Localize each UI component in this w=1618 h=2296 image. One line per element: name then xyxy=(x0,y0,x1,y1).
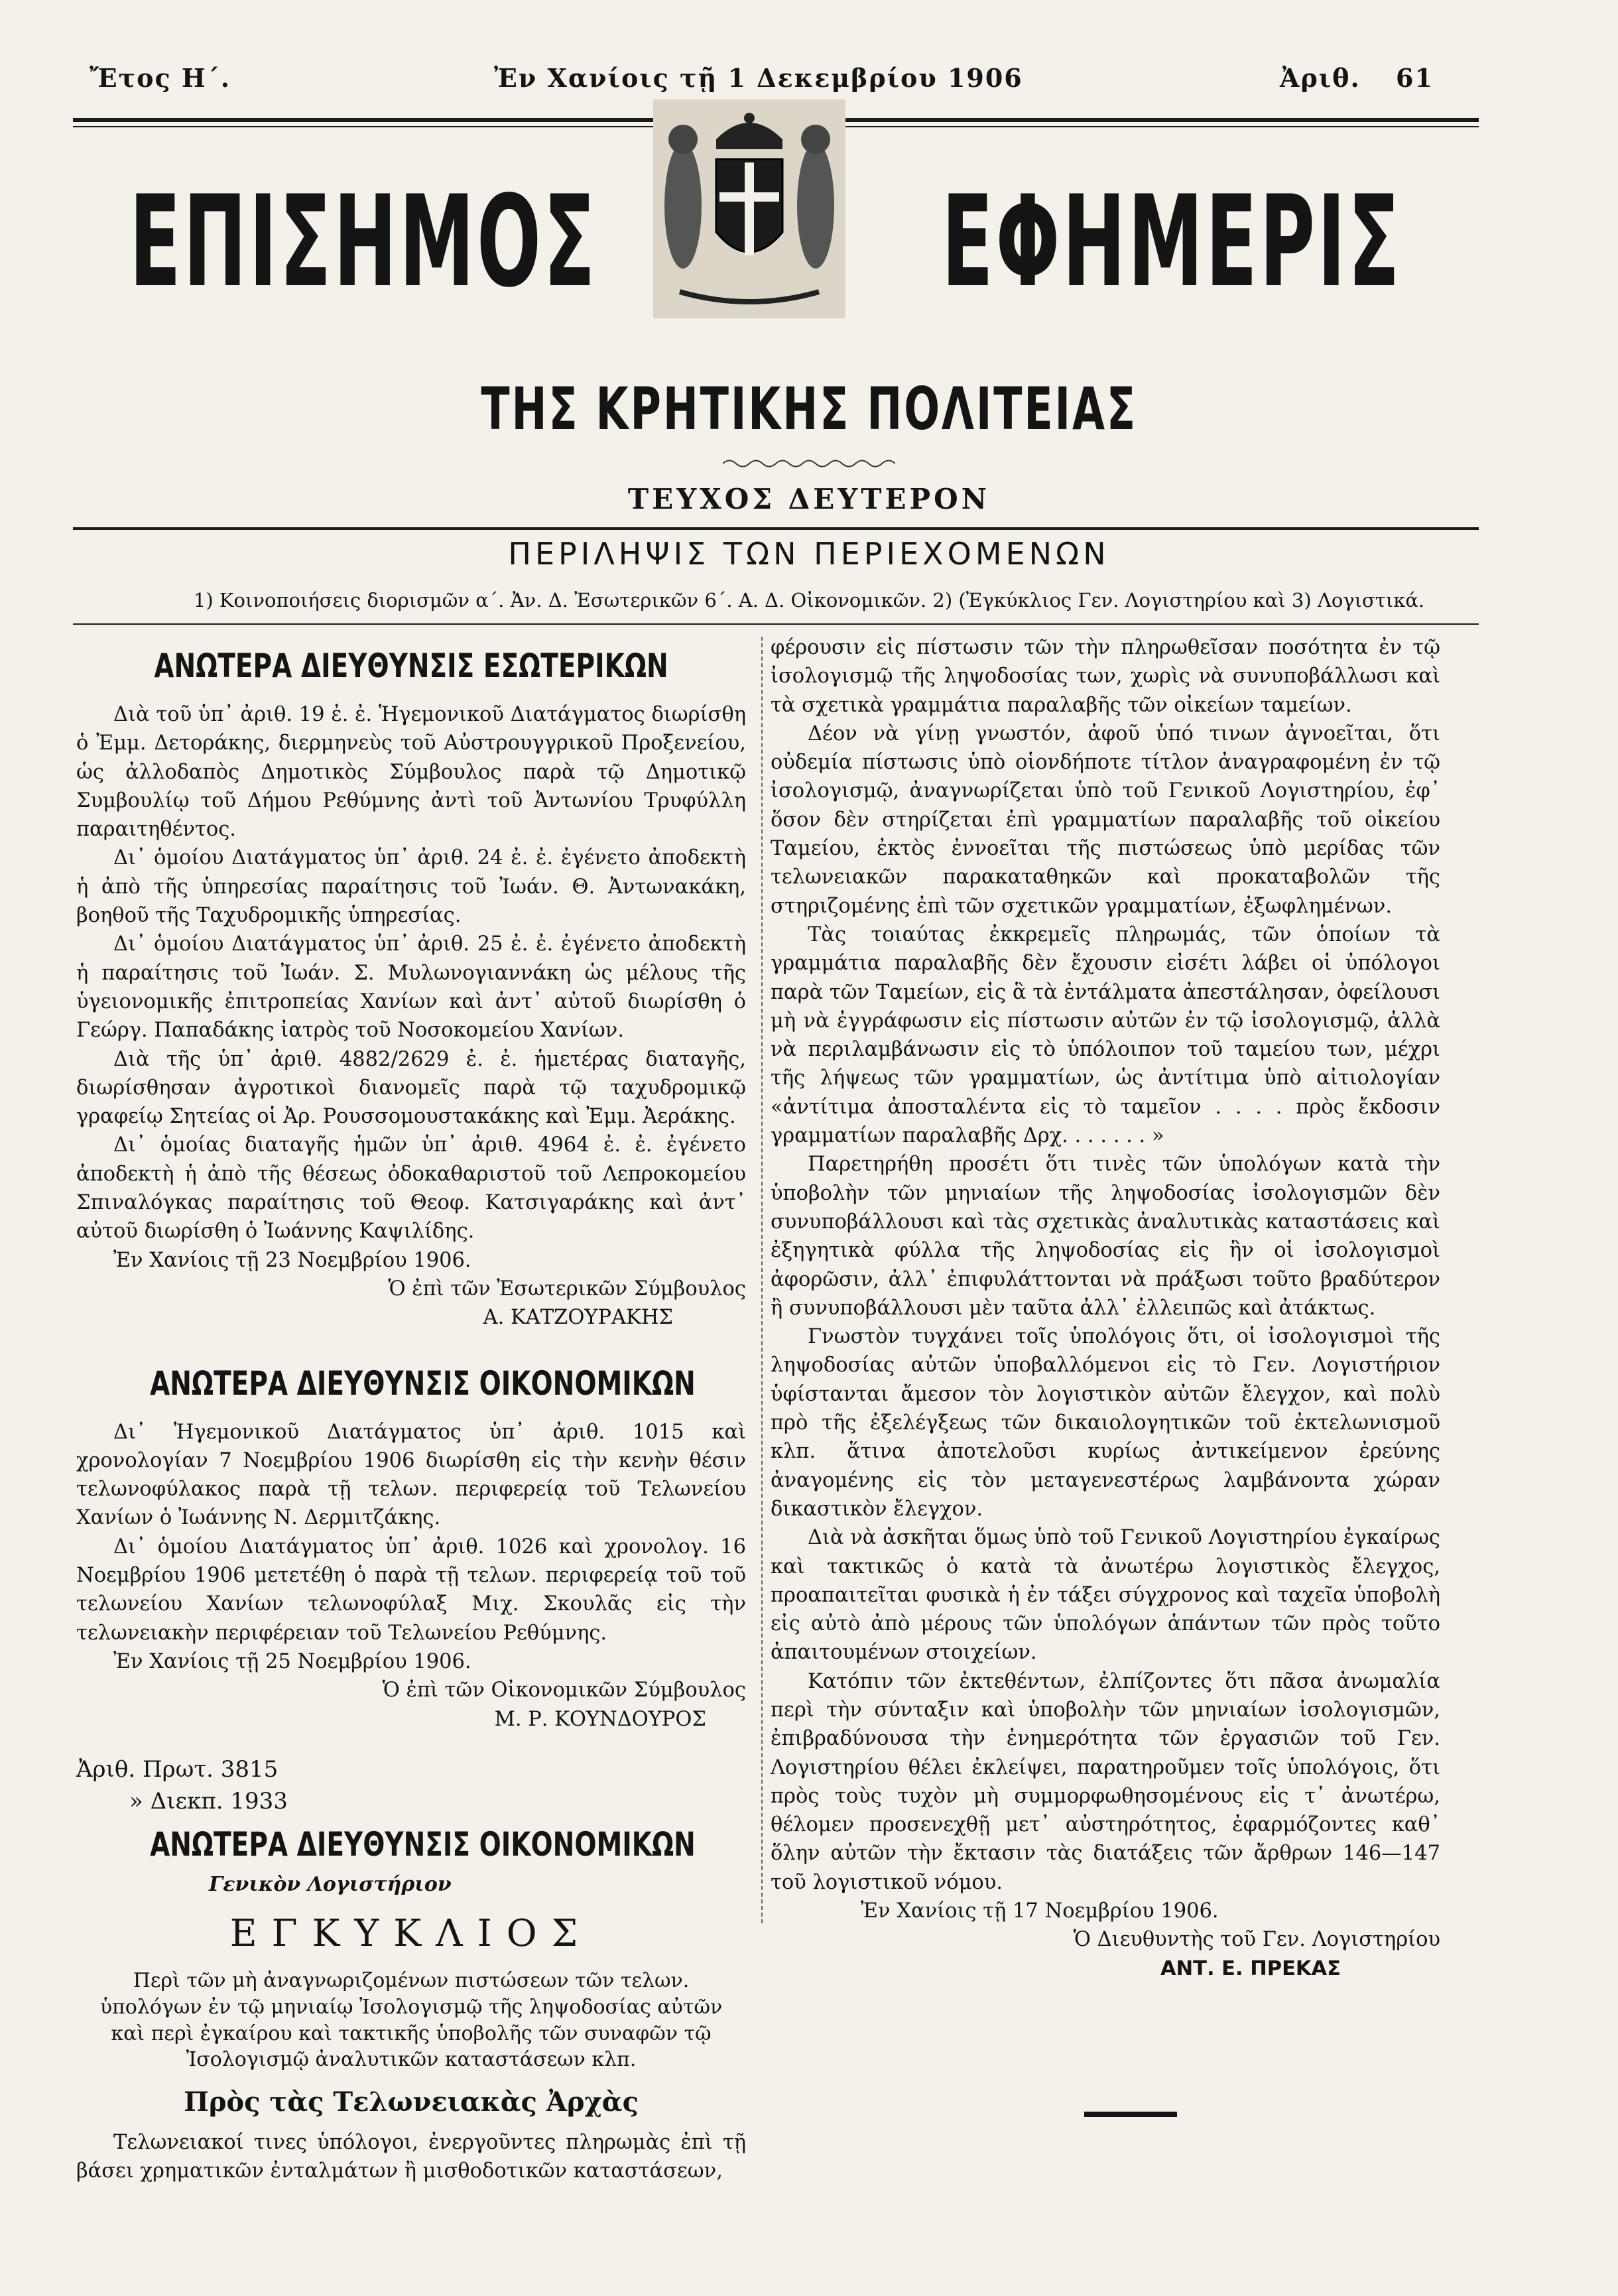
right-column xyxy=(771,633,1440,1983)
paragraph: Δι᾿ Ἡγεμονικοῦ Διατάγματος ὑπ᾿ ἀριθ. 1015 καὶ χρονολογίαν 7 Νοεμβρίου 1906 διωρίσθη εἰς τὴν κενὴν θέσιν τελωνοφύλακος παρὰ τῇ τελων. περιφερείᾳ τοῦ Τελωνείου Χανίων ὁ Ἰωάννης Ν. Δερμιτζάκης. xyxy=(76,1420,746,1530)
issue-number: 61 xyxy=(1396,63,1434,93)
paragraph: Δι᾿ ὁμοίας διαταγῆς ἡμῶν ὑπ᾿ ἀριθ. 4964 ἐ. ἐ. ἐγένετο ἀποδεκτὴ ἡ ἀπὸ τῆς θέσεως ὀδοκαθαριστοῦ τοῦ Λεπροκομείου Σπιναλόγκας παραίτησις τοῦ Θεοφ. Κατσιγαράκης καὶ ἀντ᾿ αὐτοῦ διωρίσθη ὁ Ἰωάννης Καψιλίδης. xyxy=(76,1133,746,1244)
place-date: Ἐν Χανίοις τῇ 25 Νοεμβρίου 1906. xyxy=(113,1649,471,1673)
masthead-right: ΕΦΗΜΕΡΙΣ xyxy=(942,168,1402,315)
subtitle-text: ΤΗΣ ΚΡΗΤΙΚΗΣ ΠΟΛΙΤΕΙΑΣ xyxy=(481,375,1137,443)
dispatch-number: » Διεκπ. 1933 xyxy=(129,1788,288,1815)
circular-subject: Περὶ τῶν μὴ ἀναγνωριζομένων πιστώσεων τῶν τελων. ὑπολόγων ἐν τῷ μηνιαίῳ Ἰσολογισμῷ τῆς ληψοδοσίας αὐτῶν καὶ περὶ ἐγκαίρου καὶ τακτικῆς ὑποβολῆς τῶν συναφῶν τῷ Ἰσολογισμῷ ἀναλυτικῶν καταστάσεων κλπ. xyxy=(99,1969,723,2072)
paragraph: Γνωστὸν τυγχάνει τοῖς ὑπολόγοις ὅτι, οἱ ἰσολογισμοὶ τῆς ληψοδοσίας αὐτῶν ὑποβαλλόμενοι εἰς τὸ Γεν. Λογιστήριον ὑφίστανται ἄμεσον τὸν λογιστικὸν αὐτῶν ἔλεγχον, καὶ πολὺ πρὸ τῆς ἐξελέγξεως τῶν δικαιολογητικῶν τοῦ ἐκτελωνισμοῦ κλπ. ἅτινα ἀποτελοῦσι κυρίως ἀντικείμενον ἐρεύνης ἀναγομένης εἰς τὸν μεταγενεστέρως λαμβάνοντα χώραν δικαστικὸν ἔλεγχον. xyxy=(771,1325,1440,1521)
paragraph: Διὰ νὰ ἀσκῆται ὅμως ὑπὸ τοῦ Γενικοῦ Λογιστηρίου ἐγκαίρως καὶ τακτικῶς ὁ κατὰ τὰ ἀνωτέρω λογιστικὸς ἔλεγχος, προαπαιτεῖται φυσικὰ ἡ ἐν τάξει σύγχρονος καὶ ταχεῖα ὑποβολὴ εἰς αὐτὸ ἀπὸ μέρους τῶν ὑπολόγων ἁπάντων τῶν πρὸς τοῦτο ἀπαιτουμένων στοιχείων. xyxy=(771,1526,1440,1665)
section-interior-title: ΑΝΩΤΕΡΑ ΔΙΕΥΘΥΝΣΙΣ ΕΣΩΤΕΡΙΚΩΝ xyxy=(154,647,668,685)
signature-name: ΑΝΤ. Ε. ΠΡΕΚΑΣ xyxy=(1160,1956,1341,1980)
ornament-wave xyxy=(723,458,895,470)
column-divider xyxy=(761,637,764,1923)
circular-title: ΕΓΚΥΚΛΙΟΣ xyxy=(229,1911,593,1955)
signature-name: Α. ΚΑΤΖΟΥΡΑΚΗΣ xyxy=(483,1306,673,1330)
contents-text: 1) Κοινοποιήσεις διορισμῶν α΄. Ἀν. Δ. Ἐσωτερικῶν 6΄. Α. Δ. Οἰκονομικῶν. 2) (Ἐγκύκλιος Γεν. Λογιστηρίου καὶ 3) Λογιστικά. xyxy=(193,589,1425,611)
end-rule xyxy=(1084,2112,1177,2117)
dateline: Ἐν Χανίοις τῇ 1 Δεκεμβρίου 1906 xyxy=(494,63,1023,93)
paragraph: Δέον νὰ γίνῃ γνωστόν, ἀφοῦ ὑπό τινων ἀγνοεῖται, ὅτι οὐδεμία πίστωσις ὑπὸ οἱονδήποτε τίτλον ἀναγραφομένη ἐν τῷ ἰσολογισμῷ, ἀναγνωρίζεται ὑπὸ τοῦ Γενικοῦ Λογιστηρίου, ἐφ᾿ ὅσον δὲν στηρίζεται ἐπὶ γραμματίων παραλαβῆς τοῦ οἰκείου Ταμείου, ἐκτὸς ἐννοεῖται τῆς πιστώσεως ὑπὸ μερίδας τῶν τελωνειακῶν παρακαταθηκῶν καὶ προκαταβολῶν τῆς στηριζομένης ἐπὶ τῶν σχετικῶν γραμματίων, ἐξωφλημένων. xyxy=(771,722,1440,918)
paragraph: φέρουσιν εἰς πίστωσιν τῶν τὴν πληρωθεῖσαν ποσότητα ἐν τῷ ἰσολογισμῷ τῆς ληψοδοσίας των, χωρὶς νὰ συνυποβάλλωσι καὶ τὰ σχετικὰ γραμμάτια παραλαβῆς τῶν οἰκείων ταμείων. xyxy=(771,636,1440,717)
contents-rule xyxy=(73,623,1479,625)
place-date: Ἐν Χανίοις τῇ 23 Νοεμβρίου 1906. xyxy=(113,1248,471,1272)
paragraph: Κατόπιν τῶν ἐκτεθέντων, ἐλπίζοντες ὅτι πᾶσα ἀνωμαλία περὶ τὴν σύνταξιν καὶ ὑποβολὴν τῶν μηνιαίων ἰσολογισμῶν, ἐπιβραδύνουσα τὴν ἐνημερότητα τῶν ἐργασιῶν τοῦ Γεν. Λογιστηρίου θέλει ἐκλείψει, παρατηροῦμεν τοῖς ὑπολόγοις, ὅτι πρὸς τοὺς τυχὸν μὴ συμμορφωθησομένους εἰς τ᾿ ἀνωτέρω, θέλομεν προσενεχθῇ μετ᾿ αὐστηρότητος, ἐφαρμόζοντες καθ᾿ ὅλην αὐτῶν τὴν ἔκτασιν τὰς διατάξεις τῶν ἄρθρων 146—147 τοῦ λογιστικοῦ νόμου. xyxy=(771,1669,1440,1894)
paragraph: Τὰς τοιαύτας ἐκκρεμεῖς πληρωμάς, τῶν ὁποίων τὰ γραμμάτια παραλαβῆς δὲν ἔχουσιν εἰσέτι λάβει οἱ ὑπόλογοι παρὰ τῶν Ταμείων, εἰς ἃ τὰ ἐντάλματα ἀπεστάλησαν, ὀφείλουσι μὴ νὰ ἐγγράφωσιν εἰς πίστωσιν αὐτῶν ἐν τῷ ἰσολογισμῷ, ἀλλὰ νὰ περιλαμβάνωσιν εἰς τὸ ὑπόλοιπον τοῦ ταμείου των, μέχρι τῆς λήψεως τῶν γραμματίων, ὡς ἀντίτιμα ὑπὸ αἰτιολογίαν «ἀντίτιμα ἀποσταλέντα εἰς τὸ ταμεῖον . . . . πρὸς ἔκδοσιν γραμματίων παραλαβῆς Δρχ. . . . . . . » xyxy=(771,923,1440,1148)
paragraph: Διὰ τῆς ὑπ᾿ ἀριθ. 4882/2629 ἐ. ἐ. ἡμετέρας διαταγῆς, διωρίσθησαν ἀγροτικοὶ διανομεῖς παρὰ τῷ ταχυδρομικῷ γραφείῳ Σητείας οἱ Ἀρ. Ρουσσομουστακάκης καὶ Ἐμμ. Ἀεράκης. xyxy=(76,1047,746,1129)
paragraph: Παρετηρήθη προσέτι ὅτι τινὲς τῶν ὑπολόγων κατὰ τὴν ὑποβολὴν τῶν μηνιαίων τῆς ληψοδοσίας ἰσολογισμῶν δὲν συνυποβάλλουσι καὶ τὰς σχετικὰς ἀναλυτικὰς καταστάσεις καὶ ἐξηγητικὰ φύλλα τῆς ληψοδοσίας εἰς ἣν οἱ ἰσολογισμοὶ ἀφορῶσιν, ἀλλ᾿ ἐπιφυλάττονται νὰ πράξωσι τοῦτο βραδύτερον ἢ συνυποβάλλουσι μὲν ταῦτα ἀλλ᾿ ἐλλειπῶς καὶ ἀτάκτως. xyxy=(771,1153,1440,1320)
signature-title: Ὁ ἐπὶ τῶν Οἰκονομικῶν Σύμβουλος xyxy=(382,1679,746,1702)
year-label: Ἔτος Η΄. xyxy=(90,63,231,93)
paragraph: Δι᾿ ὁμοίου Διατάγματος ὑπ᾿ ἀριθ. 1026 καὶ χρονολογ. 16 Νοεμβρίου 1906 μετετέθη ὁ παρὰ τῇ τελων. περιφερείᾳ τοῦ τοῦ τελωνείου Χανίων τελωνοφύλαξ Μιχ. Σκουλᾶς εἰς τὴν τελωνειακὴν περιφέρειαν τοῦ Τελωνείου Ρεθύμνης. xyxy=(76,1535,746,1645)
signature-title: Ὁ Διευθυντὴς τοῦ Γεν. Λογιστηρίου xyxy=(1073,1928,1440,1952)
paragraph: Τελωνειακοί τινες ὑπόλογοι, ἐνεργοῦντες πληρωμὰς ἐπὶ τῇ βάσει χρηματικῶν ἐνταλμάτων ἢ μισθοδοτικῶν καταστάσεων, xyxy=(76,2130,746,2183)
signature-name: Μ. Ρ. ΚΟΥΝΔΟΥΡΟΣ xyxy=(494,1707,706,1731)
paragraph: Δι᾿ ὁμοίου Διατάγματος ὑπ᾿ ἀριθ. 25 ἐ. ἐ. ἐγένετο ἀποδεκτὴ ἡ παραίτησις τοῦ Ἰωάν. Σ. Μυλωνογιαννάκη ὡς μέλους τῆς ὑγειονομικῆς ἐπιτροπείας Χανίων καὶ ἀντ᾿ αὐτοῦ διωρίσθη ὁ Γεώργ. Παπαδάκης ἰατρὸς τοῦ Νοσοκομείου Χανίων. xyxy=(76,932,746,1043)
coat-of-arms-icon xyxy=(653,99,845,318)
section-finance-title-2: ΑΝΩΤΕΡΑ ΔΙΕΥΘΥΝΣΙΣ ΟΙΚΟΝΟΜΙΚΩΝ xyxy=(150,1825,696,1864)
circular-recipients: Πρὸς τὰς Τελωνειακὰς Ἀρχὰς xyxy=(184,2086,639,2118)
masthead-left: ΕΠΙΣΗΜΟΣ xyxy=(129,168,598,315)
department-subtitle: Γενικὸν Λογιστήριον xyxy=(209,1873,452,1897)
paragraph: Δι᾿ ὁμοίου Διατάγματος ὑπ᾿ ἀριθ. 24 ἐ. ἐ. ἐγένετο ἀποδεκτὴ ἡ ἀπὸ τῆς ὑπηρεσίας παραίτησις τοῦ Ἰωάν. Θ. Ἀντωνακάκη, βοηθοῦ τῆς Ταχυδρομικῆς ὑπηρεσίας. xyxy=(76,846,746,928)
paragraph: Διὰ τοῦ ὑπ᾿ ἀριθ. 19 ἐ. ἐ. Ἡγεμονικοῦ Διατάγματος διωρίσθη ὁ Ἐμμ. Δετοράκης, διερμηνεὺς τοῦ Αὐστρουγγρικοῦ Προξενείου, ὡς ἀλλοδαπὸς Δημοτικὸς Σύμβουλος παρὰ τῷ Δημοτικῷ Συμβουλίῳ τοῦ Δήμου Ρεθύμνης ἀντὶ τοῦ Ἀντωνίου Τρυφύλλη παραιτηθέντος. xyxy=(76,703,746,842)
signature-title: Ὁ ἐπὶ τῶν Ἐσωτερικῶν Σύμβουλος xyxy=(388,1277,746,1301)
section-finance-title: ΑΝΩΤΕΡΑ ΔΙΕΥΘΥΝΣΙΣ ΟΙΚΟΝΟΜΙΚΩΝ xyxy=(150,1364,696,1403)
issue-label: Ἀριθ. xyxy=(1280,63,1361,93)
contents-title: ΠΕΡΙΛΗΨΙΣ ΤΩΝ ΠΕΡΙΕΧΟΜΕΝΩΝ xyxy=(508,536,1110,572)
volume-rule xyxy=(73,527,1479,530)
volume-title: ΤΕΥΧΟΣ ΔΕΥΤΕΡΟΝ xyxy=(627,483,991,515)
protocol-number: Ἀριθ. Πρωτ. 3815 xyxy=(76,1755,279,1783)
masthead-subtitle xyxy=(0,375,1618,443)
left-column xyxy=(76,633,746,2185)
place-date: Ἐν Χανίοις τῇ 17 Νοεμβρίου 1906. xyxy=(861,1899,1219,1923)
